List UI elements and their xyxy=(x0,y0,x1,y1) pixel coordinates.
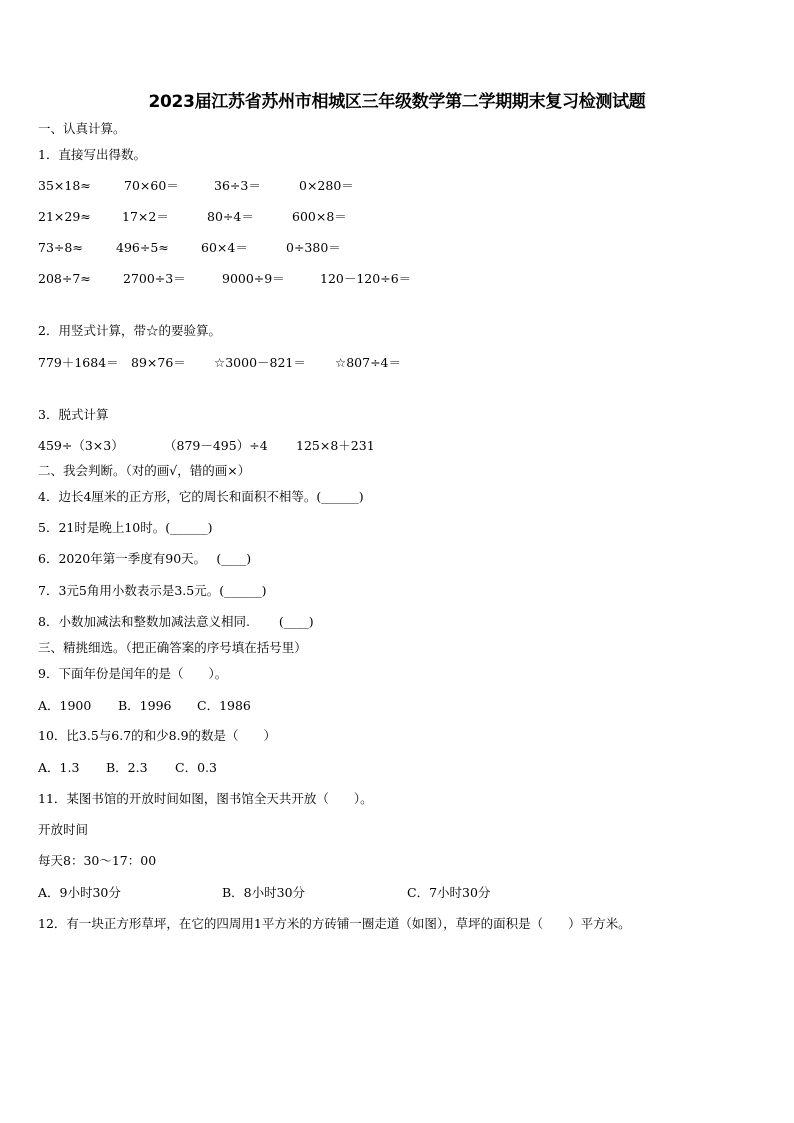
q11-option-a: A．9小时30分 xyxy=(38,885,121,900)
q3-item: 459÷（3×3） xyxy=(38,438,124,453)
q2-item: 89×76＝ xyxy=(131,355,186,370)
q1-item: 35×18≈ xyxy=(38,178,91,193)
question-10: 10．比3.5与6.7的和少8.9的数是（ ） xyxy=(38,728,277,743)
q1-item: 36÷3＝ xyxy=(214,178,261,193)
q1-item: 17×2＝ xyxy=(122,209,169,224)
question-4: 4．边长4厘米的正方形，它的周长和面积不相等。(______) xyxy=(38,489,364,504)
question-9: 9．下面年份是闰年的是（ ）。 xyxy=(38,666,228,681)
question-8: 8．小数加减法和整数加减法意义相同. (____) xyxy=(38,614,314,629)
q9-option-b: B．1996 xyxy=(118,698,172,713)
section-heading-calc: 一、认真计算。 xyxy=(38,121,126,136)
q10-option-a: A．1.3 xyxy=(38,760,80,775)
q9-option-c: C．1986 xyxy=(197,698,251,713)
q11-option-b: B．8小时30分 xyxy=(222,885,306,900)
question-11: 11．某图书馆的开放时间如图，图书馆全天共开放（ ）。 xyxy=(38,791,373,806)
question-7: 7．3元5角用小数表示是3.5元。(______) xyxy=(38,583,267,598)
question-5: 5．21时是晚上10时。(______) xyxy=(38,520,213,535)
q1-item: 80÷4＝ xyxy=(207,209,254,224)
q1-item: 120－120÷6＝ xyxy=(320,271,412,286)
q1-item: 21×29≈ xyxy=(38,209,91,224)
question-3-label: 3．脱式计算 xyxy=(38,407,109,422)
q1-item: 496÷5≈ xyxy=(116,240,169,255)
question-1-label: 1．直接写出得数。 xyxy=(38,147,146,162)
section-heading-judge: 二、我会判断。（对的画√，错的画×） xyxy=(38,463,251,478)
q1-item: 9000÷9＝ xyxy=(222,271,285,286)
question-6: 6．2020年第一季度有90天。 (____) xyxy=(38,551,252,566)
question-2-label: 2．用竖式计算，带☆的要验算。 xyxy=(38,323,221,338)
q10-option-b: B．2.3 xyxy=(106,760,148,775)
q1-item: 2700÷3＝ xyxy=(123,271,186,286)
section-heading-choice: 三、精挑细选。（把正确答案的序号填在括号里） xyxy=(38,640,307,655)
q2-item: 779＋1684＝ xyxy=(38,355,119,370)
q2-item: ☆3000－821＝ xyxy=(214,355,306,370)
q1-item: 0×280＝ xyxy=(299,178,354,193)
question-12: 12．有一块正方形草坪，在它的四周用1平方米的方砖铺一圈走道（如图），草坪的面积是（ ）平方米。 xyxy=(38,916,631,931)
q1-item: 208÷7≈ xyxy=(38,271,91,286)
q11-option-c: C．7小时30分 xyxy=(407,885,491,900)
q1-item: 60×4＝ xyxy=(201,240,248,255)
q1-item: 73÷8≈ xyxy=(38,240,83,255)
q1-item: 70×60＝ xyxy=(124,178,179,193)
q10-option-c: C．0.3 xyxy=(175,760,217,775)
q1-item: 600×8＝ xyxy=(292,209,347,224)
q11-sign-title: 开放时间 xyxy=(38,822,89,837)
q11-sign-hours: 每天8：30～17：00 xyxy=(38,853,157,868)
q1-item: 0÷380＝ xyxy=(286,240,341,255)
q3-item: 125×8＋231 xyxy=(296,438,375,453)
page-title: 2023届江苏省苏州市相城区三年级数学第二学期期末复习检测试题 xyxy=(148,92,646,112)
q9-option-a: A．1900 xyxy=(38,698,92,713)
q2-item: ☆807÷4＝ xyxy=(335,355,401,370)
q3-item: （879－495）÷4 xyxy=(164,438,268,453)
